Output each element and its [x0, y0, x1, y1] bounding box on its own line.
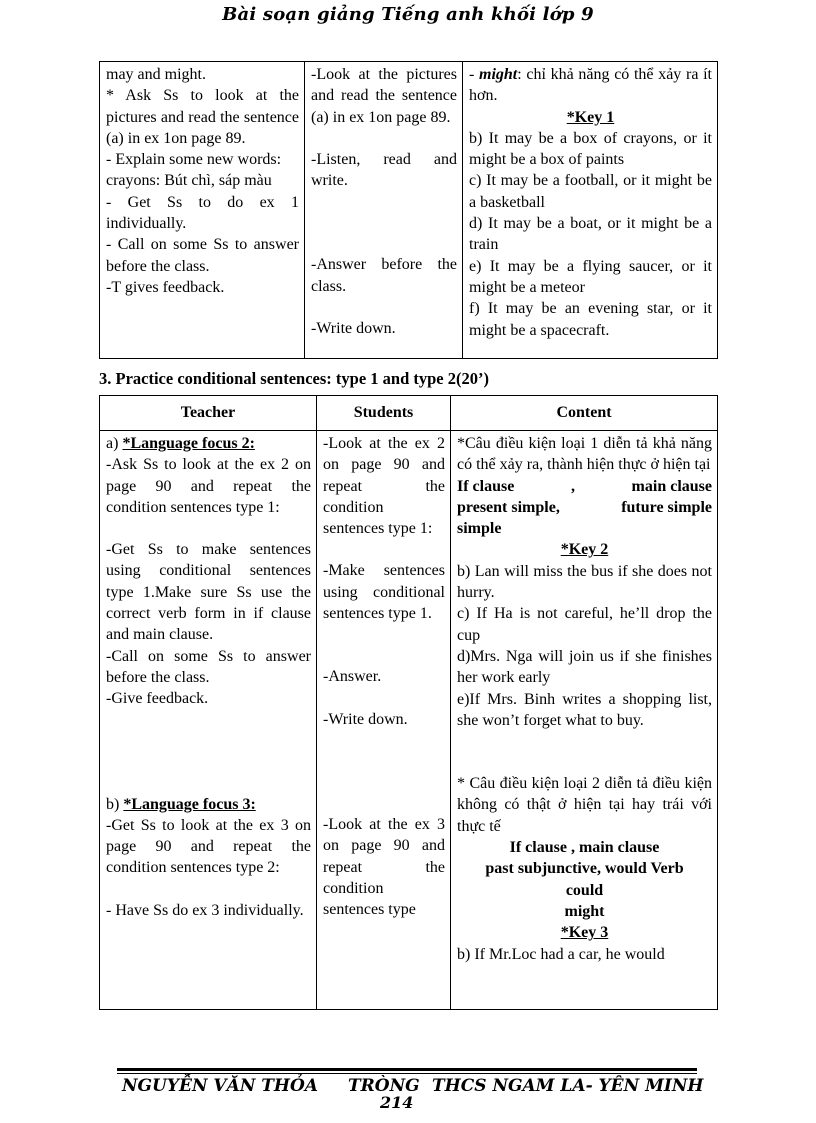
teacher-line: - Call on some Ss to answer before the class.	[106, 236, 299, 275]
language-focus-3-heading: b) *Language focus 3:	[106, 795, 256, 813]
content-cell	[451, 431, 718, 1010]
page-header: Bài soạn giảng Tiếng anh khối lớp 9	[222, 4, 594, 25]
teacher-line: -Ask Ss to look at the ex 2 on page 90 and repeat the condition sentences type 1:	[106, 456, 311, 516]
content-cell	[463, 62, 718, 359]
key-2-title: *Key 2	[560, 541, 609, 559]
key-item: e)If Mrs. Binh writes a shopping list, she won’t forget what to buy.	[457, 690, 712, 729]
language-focus-2-heading: a) *Language focus 2:	[106, 435, 255, 452]
key-item: b) If Mr.Loc had a car, he would	[457, 945, 665, 963]
teacher-line: - Get Ss to do ex 1 individually.	[106, 193, 299, 233]
type1-structure: If clause , main clause	[457, 477, 712, 495]
header-students: Students	[317, 396, 451, 431]
footer-author: NGUYỄN VĂN THỎA	[122, 1076, 318, 1096]
teacher-line: -Get Ss to look at the ex 3 on page 90 and repeat the condition sentences type 2:	[106, 816, 311, 877]
footer-school-a: TRÒNG	[348, 1076, 420, 1096]
section-title: 3. Practice conditional sentences: type 1 and type 2(20’)	[99, 369, 489, 388]
teacher-cell	[100, 62, 305, 359]
footer-rule-thin	[117, 1073, 697, 1074]
students-cell	[317, 431, 451, 1010]
type2-note: * Câu điều kiện loại 2 diễn tả điều kiện không có thật ở hiện tại hay trái với thực tế	[457, 775, 712, 835]
students-cell	[305, 62, 463, 359]
students-line: -Write down.	[323, 710, 408, 728]
type2-could: could	[565, 881, 604, 899]
key-item: b) Lan will miss the bus if she does not hurry.	[457, 562, 712, 602]
type2-past: past subjunctive, would Verb	[485, 860, 684, 878]
teacher-line: - Explain some new words:	[106, 151, 282, 169]
students-line: -Look at the ex 2 on page 90 and repeat the condition sentences type 1:	[323, 435, 445, 538]
footer-rule-thick	[117, 1068, 697, 1071]
students-line: -Answer before the class.	[311, 256, 457, 295]
type1-tenses: present simple, future simple	[457, 498, 712, 516]
key-item: c) If Ha is not careful, he’ll drop the cup	[457, 605, 712, 644]
teacher-line: -Give feedback.	[106, 690, 209, 708]
type1-note: *Câu điều kiện loại 1 diễn tả khả năng có thể xảy ra, thành hiện thực ở hiện tại	[457, 435, 712, 474]
students-line: -Listen, read and write.	[311, 150, 457, 190]
key-1-title: *Key 1	[566, 108, 615, 126]
lesson-table-continued	[99, 61, 718, 359]
teacher-line: - Have Ss do ex 3 individually.	[106, 901, 304, 919]
key-item: f) It may be an evening star, or it might be a spacecraft.	[469, 300, 712, 339]
teacher-line: -T gives feedback.	[106, 278, 225, 296]
students-line: -Write down.	[311, 320, 396, 338]
students-line: -Look at the ex 3 on page 90 and repeat the condition sentences type	[323, 815, 445, 919]
type2-might: might	[564, 902, 605, 920]
page-number: 214	[380, 1093, 414, 1112]
teacher-line: -Call on some Ss to answer before the class.	[106, 647, 311, 686]
footer-school-b: THCS NGAM LA- YÊN MINH	[432, 1076, 704, 1096]
key-item: b) It may be a box of crayons, or it might be a box of paints	[469, 129, 712, 169]
key-item: d) It may be a boat, or it might be a train	[469, 215, 712, 254]
type1-tenses-cont: simple	[457, 520, 502, 538]
key-item: e) It may be a flying saucer, or it might be a meteor	[469, 257, 712, 296]
might-note: - might: chỉ khả năng có thể xảy ra ít hơn.	[469, 66, 712, 105]
students-line: -Answer.	[323, 668, 382, 686]
key-item: c) It may be a football, or it might be a basketball	[469, 172, 712, 211]
teacher-line: * Ask Ss to look at the pictures and read the sentence (a) in ex 1on page 89.	[106, 87, 299, 147]
header-teacher: Teacher	[100, 396, 317, 431]
type2-structure: If clause , main clause	[509, 839, 660, 857]
header-content: Content	[451, 396, 718, 431]
teacher-line: may and might.	[106, 66, 206, 83]
students-line: -Make sentences using conditional sentences type 1.	[323, 562, 445, 623]
students-line: -Look at the pictures and read the sentence (a) in ex 1on page 89.	[311, 66, 457, 126]
teacher-line: crayons: Bút chì, sáp màu	[106, 172, 272, 190]
teacher-line: -Get Ss to make sentences using conditional sentences type 1.Make sure Ss use the correct verb form in if clause and main clause.	[106, 541, 311, 644]
teacher-cell	[100, 431, 317, 1010]
key-3-title: *Key 3	[560, 924, 609, 942]
conditional-practice-table	[99, 395, 718, 1010]
key-item: d)Mrs. Nga will join us if she finishes her work early	[457, 647, 712, 687]
